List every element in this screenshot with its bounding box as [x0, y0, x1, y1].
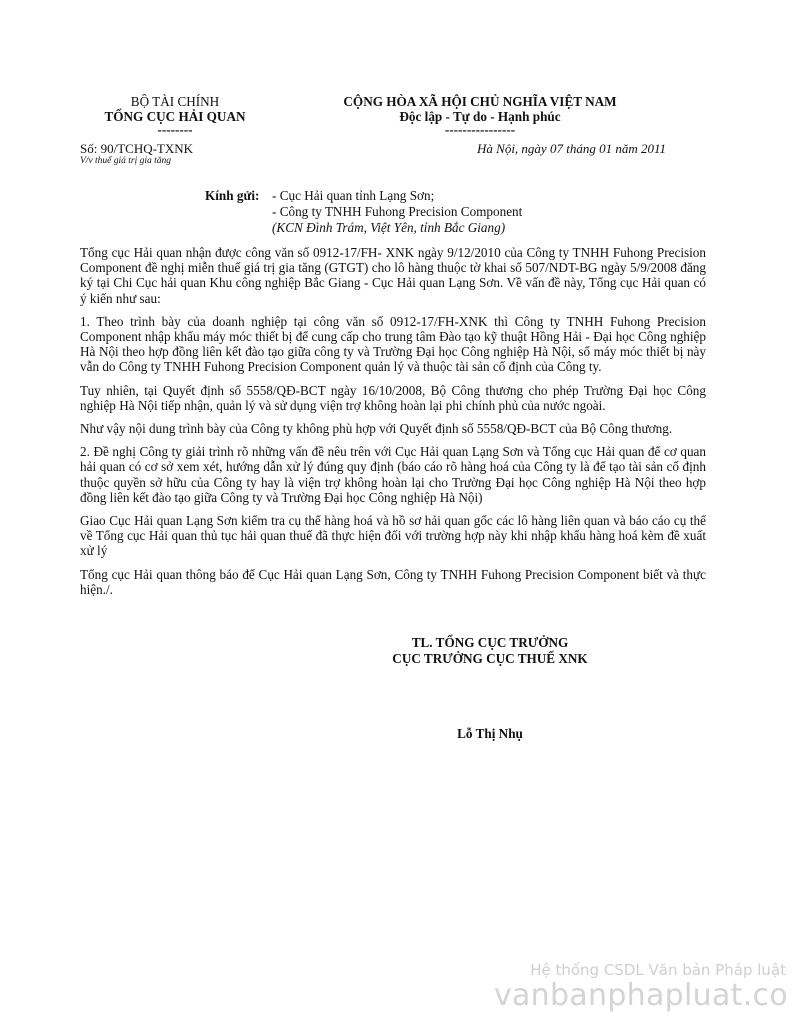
national-motto: Độc lập - Tự do - Hạnh phúc: [399, 109, 561, 124]
document-number: Số: 90/TCHQ-TXNK: [80, 141, 194, 156]
recipient-address: (KCN Đình Trám, Việt Yên, tỉnh Bắc Giang): [272, 220, 506, 235]
body-paragraph: Tuy nhiên, tại Quyết định số 5558/QĐ-BCT ngày 16/10/2008, Bộ Công thương cho phép Trường Đại học Công nghiệp Hà Nội tiếp nhận, quản lý và sử dụng viện trợ không hoàn lại phi chính phủ của nước ngoài.: [80, 382, 706, 413]
header-right-separator: ----------------: [444, 122, 516, 137]
body-paragraph: Tổng cục Hải quan thông báo để Cục Hải quan Lạng Sơn, Công ty TNHH Fuhong Precision Component biết và thực hiện./.: [80, 566, 706, 597]
header-left-separator: --------: [157, 122, 193, 137]
document-date: Hà Nội, ngày 07 tháng 01 năm 2011: [477, 141, 666, 156]
body-paragraph: 1. Theo trình bày của doanh nghiệp tại công văn số 0912-17/FH-XNK thì Công ty TNHH Fuhong Precision Component nhập khẩu máy móc thiết bị để cung cấp cho trung tâm Đào tạo kỹ thuật Hồng Hải - Đại học Công nghiệp Hà Nội theo hợp đồng liên kết đào tạo giữa công ty và Trường Đại học Công nghiệp Hà Nội, số máy móc thiết bị này vẫn do Công ty TNHH Fuhong Precision Component quản lý và thuộc tài sản cố định của Công ty.: [80, 313, 706, 375]
document-subject: V/v thuế giá trị gia tăng: [80, 156, 172, 166]
signer-name: Lỗ Thị Nhụ: [457, 726, 523, 741]
recipient-line: - Cục Hải quan tỉnh Lạng Sơn;: [272, 188, 435, 203]
recipients-label: Kính gửi:: [205, 188, 260, 203]
watermark-caption: Hệ thống CSDL Văn bản Pháp luật: [530, 961, 786, 979]
body-paragraph: 2. Đề nghị Công ty giải trình rõ những vấn đề nêu trên với Cục Hải quan Lạng Sơn và Tổng cục Hải quan để cơ quan hải quan có cơ sở xem xét, hướng dẫn xử lý đúng quy định (báo cáo rõ hàng hoá của Công ty là để tạo tài sản cố định thuộc quyền sở hữu của Công ty hay là viện trợ không hoàn lại cho Trường Đại học Công nghiệp Hà Nội theo hợp đồng liên kết đào tạo giữa Công ty và Trường Đại học Công nghiệp Hà Nội): [80, 444, 706, 505]
body-paragraph: Giao Cục Hải quan Lạng Sơn kiểm tra cụ thể hàng hoá và hồ sơ hải quan gốc các lô hàng liên quan và báo cáo cụ thể về Tổng cục Hải quan thủ tục hải quan thuế đã thực hiện đối với trường hợp này khi nhập khẩu hàng hoá kèm đề xuất xử lý: [80, 513, 706, 559]
body-paragraph: Tổng cục Hải quan nhận được công văn số 0912-17/FH- XNK ngày 9/12/2010 của Công ty TNHH Fuhong Precision Component đề nghị miễn thuế giá trị gia tăng (GTGT) cho lô hàng thuộc tờ khai số 507/NDT-BG ngày 5/9/2008 đăng ký tại Chi Cục hải quan Khu công nghiệp Bắc Giang - Cục Hải quan Lạng Sơn. Về vấn đề này, Tổng cục Hải quan có ý kiến như sau:: [80, 245, 706, 306]
recipient-line: - Công ty TNHH Fuhong Precision Component: [272, 204, 523, 219]
national-header: [300, 94, 660, 135]
watermark-domain: vanbanphapluat.co: [493, 978, 788, 1013]
signature-block: [340, 635, 640, 667]
department-name: TỔNG CỤC HẢI QUAN: [104, 109, 246, 124]
signature-position: CỤC TRƯỞNG CỤC THUẾ XNK: [392, 651, 588, 666]
country-name: CỘNG HÒA XÃ HỘI CHỦ NGHĨA VIỆT NAM: [343, 94, 617, 109]
document-body: [80, 245, 706, 605]
signature-title: TL. TỔNG CỤC TRƯỞNG: [411, 635, 569, 650]
recipients-list: [272, 188, 522, 236]
ministry-name: BỘ TÀI CHÍNH: [130, 94, 220, 109]
body-paragraph: Như vậy nội dung trình bày của Công ty không phù hợp với Quyết định số 5558/QĐ-BCT của Bộ Công thương.: [80, 421, 673, 437]
issuer-header: [60, 94, 290, 135]
